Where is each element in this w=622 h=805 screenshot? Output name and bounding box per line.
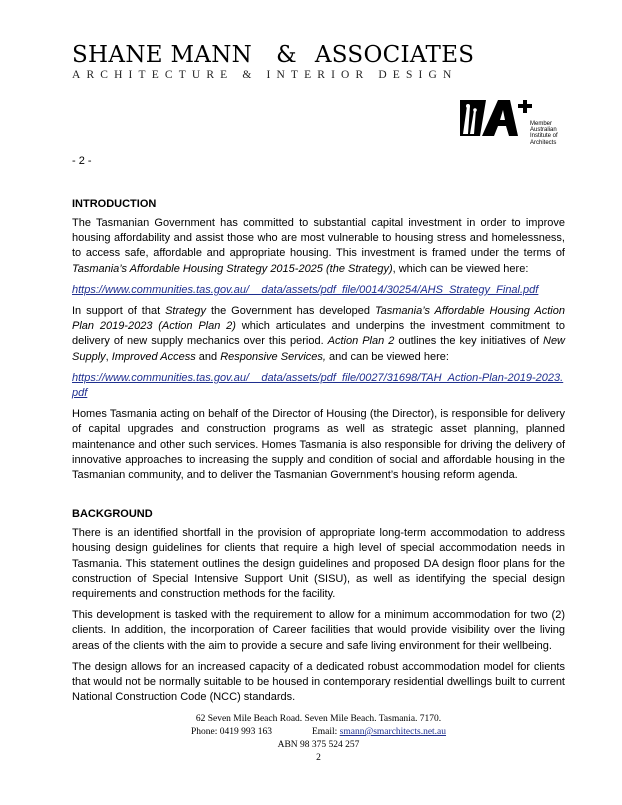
footer-phone: Phone: 0419 993 163	[190, 727, 272, 737]
firm-name	[72, 42, 475, 68]
intro-p2-l: Responsive Services,	[220, 350, 326, 363]
intro-p2-f: Action Plan 2	[327, 335, 395, 348]
firm-subtitle: ARCHITECTURE & INTERIOR DESIGN	[72, 69, 458, 81]
introduction-paragraph-3: Homes Tasmania acting on behalf of the Director of Housing (the Director), is responsible for delivery of capital upgrades and construction programs as well as strategic asset planning, planned maintenance and other such services. Homes Tasmania is also responsible for driving the delivery of innovative approaches to increasing the supply and condition of social and affordable housing in the Tasmanian community, and to deliver the Tasmanian Government’s housing reform agenda.	[72, 408, 565, 482]
footer-address: 62 Seven Mile Beach Road. Seven Mile Beach. Tasmania. 7170.	[195, 714, 442, 724]
firm-name-ampersand: &	[276, 42, 297, 68]
firm-name-left: SHANE MANN	[72, 42, 253, 68]
logo-text-line-3: Institute of	[530, 133, 558, 140]
page-marker: - 2 -	[72, 155, 92, 167]
intro-p2-i: ,	[105, 350, 112, 363]
intro-p2-k: and	[195, 350, 221, 363]
intro-p2-g: outlines the key initiatives of	[394, 335, 543, 348]
footer-page-number: 2	[316, 753, 321, 763]
logo-text-line-1: Member	[530, 121, 553, 127]
background-heading: BACKGROUND	[72, 508, 153, 521]
intro-p2-m: and can be viewed here:	[325, 350, 449, 363]
logo-text-line-4: Architects	[530, 139, 557, 146]
action-plan-pdf-link[interactable]: https://www.communities.tas.gov.au/__data/assets/pdf_file/0027/31698/TAH_Action-Plan-2019-2023.pdf	[72, 371, 564, 400]
footer-abn: ABN 98 375 524 257	[277, 740, 360, 750]
strategy-pdf-link[interactable]: https://www.communities.tas.gov.au/__data/assets/pdf_file/0014/30254/AHS_Strategy_Final.pdf	[72, 283, 539, 296]
intro-p1-end: , which can be viewed here:	[392, 262, 529, 275]
introduction-paragraph-2	[72, 304, 565, 365]
aia-member-text	[530, 121, 582, 146]
intro-p2-a: In support of that	[72, 305, 166, 318]
introduction-link-1-wrap	[72, 283, 565, 298]
intro-p2-c: the Government has developed	[206, 305, 375, 318]
intro-p2-j: Improved Access	[111, 350, 196, 363]
footer-contact-row	[72, 726, 565, 739]
intro-p2-d: Tasmania’s Affordable Housing Action Plan 2019-2023 (Action Plan 2)	[72, 305, 565, 333]
introduction-paragraph-1	[72, 216, 565, 277]
page-footer	[72, 713, 565, 765]
footer-email-label: Email:	[311, 727, 340, 737]
firm-name-right: ASSOCIATES	[314, 42, 475, 68]
section-spacer	[72, 489, 565, 507]
background-paragraph-1: There is an identified shortfall in the provision of appropriate long-term accommodation to address housing design guidelines for clients that require a high level of special accommodation needs in Tasmania. This statement outlines the design guidelines and proposed DA design floor plans for the construction of Special Intensive Support Unit (SISU), as well as identifying the special design requirements and construction methods for the facility.	[72, 527, 565, 601]
intro-p1-italic: Tasmania’s Affordable Housing Strategy 2015-2025 (the Strategy)	[72, 262, 393, 275]
footer-email-link[interactable]: smann@smarchitects.net.au	[339, 727, 447, 737]
introduction-link-2-wrap	[72, 371, 565, 401]
intro-p1-text: The Tasmanian Government has committed to substantial capital investment in order to improve housing affordability and assist those who are most vulnerable to housing stress and homelessness, to access safe, affordable and appropriate housing. This investment is framed under the terms of	[72, 217, 565, 260]
document-body	[72, 197, 565, 711]
intro-p2-e: which articulates and underpins the investment commitment to delivery of new supply mechanics over this period.	[72, 320, 565, 348]
intro-p2-h: New Supply	[72, 335, 566, 363]
background-paragraph-3: The design allows for an increased capacity of a dedicated robust accommodation model for clients that would not be normally suitable to be housed in contemporary residential dwellings built to current National Construction Code (NCC) standards.	[72, 660, 565, 704]
logo-text-line-2: Australian	[530, 127, 557, 134]
background-paragraph-2: This development is tasked with the requirement to allow for a minimum accommodation for two (2) clients. In addition, the incorporation of Career facilities that would provide visibility over the living areas of the clients with the aim to provide a secure and safe living environment for their wellbeing.	[72, 609, 565, 652]
introduction-heading: INTRODUCTION	[72, 198, 157, 210]
intro-p2-b: Strategy	[165, 305, 207, 318]
